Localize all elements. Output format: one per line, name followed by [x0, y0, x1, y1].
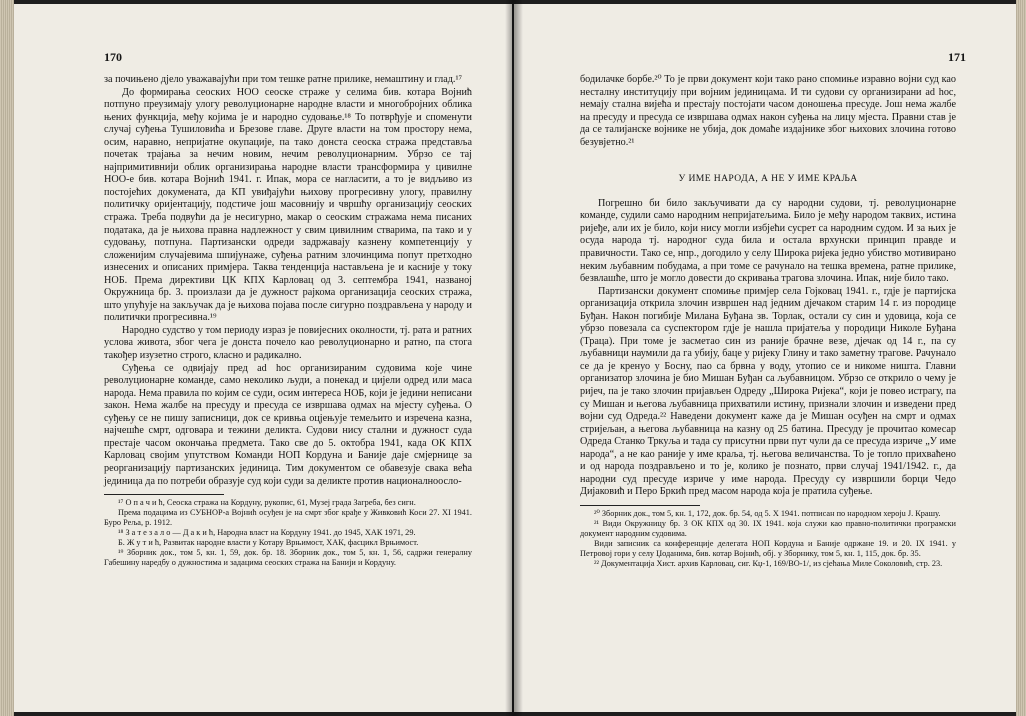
section-heading: У ИМЕ НАРОДА, А НЕ У ИМЕ КРАЉА [678, 173, 858, 185]
page-number: 170 [104, 50, 122, 64]
footnote: Види записник са конференције делегата НОП Кордуна и Баније одржане 19. и 20. IX 1941. у Петровој гори у селу Џоданима, бив. котар Војнић, обј. у Зборнику, том 5, кн. 1, 115, док. бр. 35. [580, 538, 956, 558]
paragraph: бодилачке борбе.²⁰ То је први документ који тако рано спомиње изравно војни суд као несталну институцију при војним јединицама. И ти судови су организирани ad hoc, немају стална вијећа и престају постојати часом доношења пресуде. Још нема жалбе на пресуду и пресуда се извршава одмах након суђења на лицу мјеста. Правни став је да се талијанске војнике не убија, док домаће издајнике због њихових злочина готово безувјетно.²¹ [580, 74, 956, 148]
page-edges-left [0, 0, 14, 716]
paragraph: Погрешно би било закључивати да су народни судови, тј. револуционарне команде, судили само народним непријатељима. Било је међу народом таквих, истина ријеђе, али их је било, који нису могли избјећи сусрет са народним судом. И за њих је осуда народа тј. народног суда била и остала врхунски принцип правде и правичности. Тако се, нпр., догодило у селу Широка ријека једно убиство мотивирано неким љубавним побудама, а при томе се рачунало на тешка времена, ратне прилике, безвлашће, што је могло довести до скривања трагова злочина. Ипак, није било тако. [580, 197, 956, 285]
paragraph: Народно судство у том периоду израз је повијесних околности, тј. рата и ратних услова живота, због чега је донста почело као револуционарно и ратно, па стога такођер изузетно строго, класно и радикално. [104, 324, 472, 362]
footnotes [104, 498, 472, 568]
right-page-body [580, 74, 956, 569]
footnote: ¹⁸ З а т е з а л о — Д а к и ћ, Народна власт на Кордуну 1941. до 1945, ХАК 1971, 29. [118, 528, 416, 538]
footnote-rule [580, 505, 700, 506]
footnote: ¹⁹ Зборник док., том 5, кн. 1, 59, док. бр. 18. Зборник док., том 5, кн. 1, 56, садржи генералну Габешину наредбу о дужностима и задацима сеоских стража на Банији и Кордуну. [104, 548, 472, 568]
right-page [514, 4, 1016, 712]
footnote-rule [104, 494, 224, 495]
left-page [14, 4, 512, 712]
footnote: Према подацима из СУБНОР-а Војнић осуђен је на смрт због крађе у Живковић Коси 27. XI 1941. Буро Реља, р. 1912. [104, 508, 472, 528]
paragraph: Партизански документ спомиње примјер села Гојковац 1941. г., гдје је партијска организација открила злочин извршен над једним дјечаком старим 14 г. из породице Буђан. Након погибије Милана Буђана зв. Торлак, остали су син и удовица, која се убрзо повезала са суспектором гдје је нашла пријатеља у породици Николе Буђана (Траца). При томе је засметао син из раније брачне везе, дјечак од 14 г., па су љубавници наумили да га убију, баце у ријеку Глину и тако заметну трагове. Рачунало се да је кренуо у Босну, пао са брвна у воду, утопио се и никоме ништа. Главни организатор злочина је био Мишан Буђан са љубавницом. Убрзо се открило о чему је ријеч, па је тако злочин пријављен Одреду „Широка Ријека“, који је повео истрагу, па су Мишан и његова љубавница прихватили истину, признали злочин и изведени пред војни суд Одреда.²² Наведени документ каже да је Мишан осуђен на смрт и одмах стријељан, а његова љубавница на казну од 25 батина. Пресуду је прочитао комесар Одреда Станко Тркуља и тада су присутни први пут чули да се пресуда изриче „У име народа“, а не као раније у име краља, тј. његова величанства. То је топло прихваћено и од народа поздрављено и то је, колико је познато, први случај 1941/1942. г., да народни суд пресуде изриче у име народа. Пресуду су извршили борци Чедо Дијаковић и Перо Бркић пред масом народа која је пратила суђење. [580, 285, 956, 498]
paragraph: за почињено дјело уважавајући при том тешке ратне прилике, немаштину и глад.¹⁷ [104, 74, 463, 85]
footnote: ²² Документација Хист. архив Карловац, сиг. Кџ-1, 169/ВО-1/, из сјећања Миле Соколовић, стр. 23. [594, 558, 943, 568]
paragraph: Суђења се одвијају пред ad hoc организираним судовима које чине револуционарне команде, само неколико људи, а понекад и цијели одред или маса народа. Нема правила по којим се суди, осим интереса НОБ, који је једини неписани закон. Нема жалбе на пресуду и пресуда се извршава одмах на мјесту суђења. О суђењу се не пишу записници, док се кривња оцјењује темељито и изречена казна, најчешће смрт, одговара и тежини деликта. Судови нису стални и дужност суда престаје часом окончања предмета. Тако све до 5. октобра 1941, када ОК КПХ Карловац својим упутством Команди НОП Кордуна и Баније даје смјернице за реорганизацију партизанских јединица. Тим документом се обавезује свака већа јединица да по потреби образује суд који суди за деликте против националноосло- [104, 362, 472, 487]
footnote: ¹⁷ О п а ч и ћ, Сеоска стража на Кордуну, рукопис, 61, Музеј града Загреба, без сигн. [118, 498, 416, 508]
paragraph: До формирања сеоских НОО сеоске страже у селима бив. котара Војнић потпуно преузимају улогу револуционарне народне власти и многобројних облика њених функција, међу којима је и народно судовање.¹⁸ То потврђује и споменути случај суђења Тушиловића и Брезове главе. Друге власти на том простору нема, осим, наравно, непријатне окупације, па тако донста сеоска стража представља почетак трајања за нечим новим, нечим револуционарним. Убрзо се тај најпримитивнији облик организирања народне власти трансформира у цивилне НОО-е бив. котара Војнић 1941. г. Ипак, мора се нагласити, а то је видљиво из постојећих докумената, да КП увиђајући њихову прогресивну улогу, правилну политичку оријентацију, подстиче још масовнију и чвршћу организацију сеоских стража. Треба подвући да је несигурно, макар о сеоским стражама нема писаних података, да је њихова правна надлежност у свим цивилним стварима, па тако и у судовању, потпуна. Партизански одреди задржавају казнену компетенцију у сложенијим случајевима шпијунаже, суђења ратним злочинцима попут претходно изнесених и описаних примјера. Таква тенденција настављена је и касније у току НОБ. Према директиви ЦК КПХ Карловац од 3. септембра 1941, названој Окружница бр. 3. произлази да је дужност рајкома организација сеоских стража, што упућује на закључак да је њихова појава после сигурно поздрављена у народу и политички прогресивна.¹⁹ [104, 86, 472, 324]
footnote: ²¹ Види Окружницу бр. 3 ОК КПХ од 30. IX 1941. која служи као правно-политички програмски документ народним судовима. [580, 518, 956, 538]
page-edges-right [1016, 0, 1026, 716]
footnote: ²⁰ Зборник док., том 5, кн. 1, 172, док. бр. 54, од 5. X 1941. потписан по народном херoju Ј. Крашу. [594, 508, 941, 518]
left-page-body [104, 74, 472, 568]
footnote: Б. Ж у т и ћ, Развитак народне власти у Котару Врњимост, ХАК, фасцикл Врњимост. [118, 538, 419, 548]
page-number: 171 [948, 50, 966, 64]
footnotes [580, 509, 956, 569]
